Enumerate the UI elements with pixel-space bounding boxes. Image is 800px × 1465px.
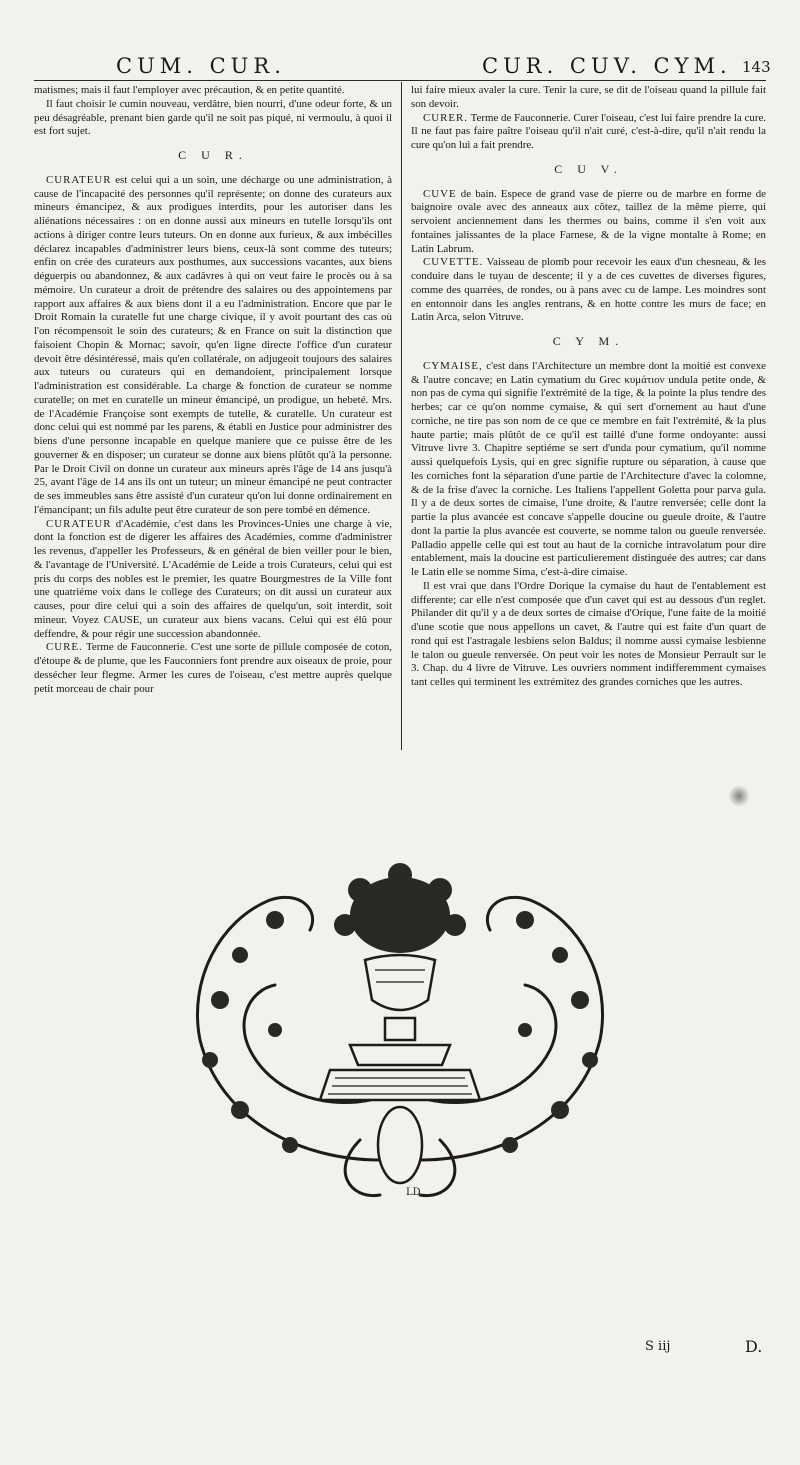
entry-term: CURATEUR (46, 517, 112, 530)
running-head-left: CUM. CUR. (116, 54, 286, 78)
page-number: 143 (742, 58, 771, 76)
column-separator (401, 82, 402, 750)
entry-text: Vaisseau de plomb pour recevoir les eaux d'un chesneau, & les conduire dans le tuyau de descente; il y a de ces cuvettes de diverses figures, comme des quarrées, de rondes, ou à pans avec cu de lampe. Les moindres sont en entonnoir dans les angles rentrans, & en hotte contre les murs de face; en Latin Arca, selon Vitruve. (411, 256, 766, 324)
entry-text: Terme de Fauconnerie. Curer l'oiseau, c'est lui faire prendre la cure. Il ne faut pas faire paître l'oiseau qu'il n'ait curé, c'est-à-dire, qu'il n'ait rendu la cure qu'on lui a fait prendre. (411, 111, 766, 151)
entry-cymaise (411, 360, 766, 580)
entry-cuve (411, 188, 766, 257)
vignette-monogram: LD (406, 1187, 421, 1198)
entry-cymaise-dorique: Il est vrai que dans l'Ordre Dorique la cymaise du haut de l'entablement est differente; car elle n'est composée que d'un cavet qui est au dessous d'un reglet. Philander dit qu'il y a de deux sortes de cimaise d'Orique, l'une faite de la moitié d'une scotie que nous appellons un cavet, & l'autre qui est faite d'un quart de rond qui est l'astragale lesbiens selon Baldus; il nomme aussi cymaise lesbienne le talon ou gueule renversée. On peut voir les notes de Monsieur Perrault sur le 3. Chap. du 4 livre de Vitruve. Les ouvriers nomment indifferemment cymaises tant celles qui terminent les extrémitez des grandes corniches que les autres. (411, 579, 766, 688)
entry-curateur-academie (34, 518, 392, 642)
entry-text: d'Académie, c'est dans les Provinces-Unies une charge à vie, dont la fonction est de digerer les affaires des Académies, comme d'administrer les revenus, d'appeller les Professeurs, & en général de bien veiller pour le bien, & l'avantage de l'Université. L'Académie de Leide a trois Curateurs, celui qui est pris du corps des nobles est le premier, les quatre Bourgmestres de la Ville font une quatriéme voix dans le college des Curateurs; on dit aussi un curateur aux causes, pour dire celui qui a soin des affaires de quelqu'un, soit interdit, soit mineur. Voyez CAUSE, un curateur aux biens vacans. Celui qui est élû pour deffendre, & pour régir une succession abandonnée. (34, 517, 392, 640)
running-head-right: CUR. CUV. CYM. (482, 54, 732, 78)
left-column (34, 84, 392, 696)
entry-term: CYMAISE, (423, 359, 483, 372)
ink-smudge (728, 785, 750, 807)
entry-text: Terme de Fauconnerie. C'est une sorte de pillule composée de coton, d'étoupe & de plume, que les Fauconniers font prendre aux oiseaux de proie, pour dessécher leur flegme. Armer les cures de l'oiseau, c'est mettre auprès quelque petit morceau de chair pour (34, 641, 392, 695)
cure-continuation: lui faire mieux avaler la cure. Tenir la cure, se dit de l'oiseau quand la pillule fait son devoir. (411, 84, 766, 110)
section-heading-cur: C U R. (178, 148, 248, 162)
entry-text: est celui qui a un soin, une décharge ou une administration, à cause de l'incapacité des personnes qu'il représente; on donne des curateurs aux mineurs émancipez, & aux prodigues interdits, pour les autoriser dans les aliénations nécessaires : on en donne aussi aux mineurs en tutelle lorsqu'ils ont actions à diriger contre leurs tuteurs. On en donne aux furieux, & aux imbécilles déclarez incapables d'administrer leurs biens, ceux-là sont comme des tuteurs; enfin on crée des curateurs aux posthumes, aux successions vacantes, aux biens déguerpis ou abandonnez, & aux cadâvres à qui on veut faire le procès ou à sa mémoire. Un curateur a droit de prétendre des salaires ou des appointemens par rapport aux affaires & aux biens dont il a eu l'administration. Encore que par le Droit Romain la curatelle fut une charge civique, il y avoit pourtant des cas où l'on récompensoit le soin des curateurs; & en France on suit la distinction que faisoient Chopin & Mornac; savoir, qu'en ligne directe l'office d'un curateur devoit être désintéressé, mais qu'en collatérale, on adjugeoit toujours des salaires aux tuteurs ou curateurs qui en demandoient, principalement lorsque l'administration est considérable. La charge & fonction de curateur se nomme curatelle; on met en curatelle un mineur émancipé, un prodigue, un hebeté. Mrs. de l'Académie Françoise sont exempts de tutelle, & curatelle. Un curateur est donc celui qui est nommé par les parens, & établi en Justice pour administrer des biens d'une personne incapable en quelque maniere que ce puisse être de les gouverner & en disposer; un curateur se donne aux biens plûtôt qu'à la personne. Par le Droit Civil on donne un curateur aux mineurs après l'âge de 14 ans jusqu'à 25, avant l'âge de 14 ans ils ont un tuteur; un mineur émancipé ne peut contracter de ses immeubles sans être assisté d'un curateur qu'on lui donne ordinairement en l'émancipant; un fils adulte peut être curateur de son pere tombé en démence. (34, 173, 392, 516)
entry-term: CUVE (423, 187, 457, 200)
entry-term: CURATEUR (46, 173, 112, 186)
entry-term: CURER. (423, 111, 469, 124)
entry-term: CUVETTE. (423, 256, 484, 269)
entry-cure (34, 641, 392, 696)
cum-continuation: matismes; mais il faut l'employer avec précaution, & en petite quantité. (34, 84, 345, 96)
entry-text: c'est dans l'Architecture un membre dont la moitié est convexe & l'autre concave; en Latin cymatium du Grec κυμάτιον undula petite onde, & non pas de cyma qui signifie l'extrémité de la tige, & la pointe la plus tendre des herbes; car ce qu'on nomme cymaise, & qui sert d'ornement au haut d'une corniche, ne tire pas son nom de ce que ce membre en fait l'extrémité, & la plus haute partie; mais plûtôt de ce qu'il est taillé d'une forme ondoyante: aussi Vitruve livre 3. Chapitre septiéme se sert d'unda pour cymatium, qu'il nomme aussi quelquefois Lysis, qui en grec signifie rupture ou séparation, à cause que les corniches font la séparation d'une partie de l'Architecture d'avec la colomne, & de la frise d'avec la corniche. Les Italiens l'appellent Goletta pour parva gula. Il y a de deux sortes de cimaise, l'une droite, & l'autre renversée; celle dont la partie la plus avancée est concave s'appelle doucine ou gueule droite, & l'autre dont la partie la plus avancée est couverte, se nomme talon ou gueule renversée. Palladio appelle celle qui est tout au haut de la corniche intravolatum pour dire entablement, mais la doucine est particulierement distinguée des autres; car dans le Latin elle se nomme Sima, c'est-à-dire cimaise. (411, 359, 766, 578)
section-heading-cym: C Y M. (552, 334, 625, 348)
signature-mark: S iij (645, 1339, 671, 1354)
section-heading-cuv: C U V. (554, 161, 623, 176)
entry-text: de bain. Espece de grand vase de pierre ou de marbre en forme de baignoire ovale avec des anneaux aux côtez, taillez de la même pierre, qui servoient anciennement dans les thermes ou bains, comme il s'en voit aux fontaines jalissantes de la place Farnese, & de la vigne montalte à Rome; en Latin Labrum. (411, 187, 766, 255)
catchword: D. (745, 1337, 763, 1356)
entry-cuvette (411, 256, 766, 325)
right-column (411, 84, 766, 690)
entry-term: CURE. (46, 641, 83, 654)
floral-vase-vignette (180, 860, 620, 1220)
entry-curer (411, 112, 766, 153)
entry-curateur (34, 174, 392, 518)
header-rule (34, 80, 766, 81)
cum-paragraph: Il faut choisir le cumin nouveau, verdâtre, bien nourri, d'une odeur forte, & un peu désagréable, prenant bien garde qu'il ne soit pas piqué, ni vermoulu, à quoi il est fort sujet. (34, 97, 392, 138)
